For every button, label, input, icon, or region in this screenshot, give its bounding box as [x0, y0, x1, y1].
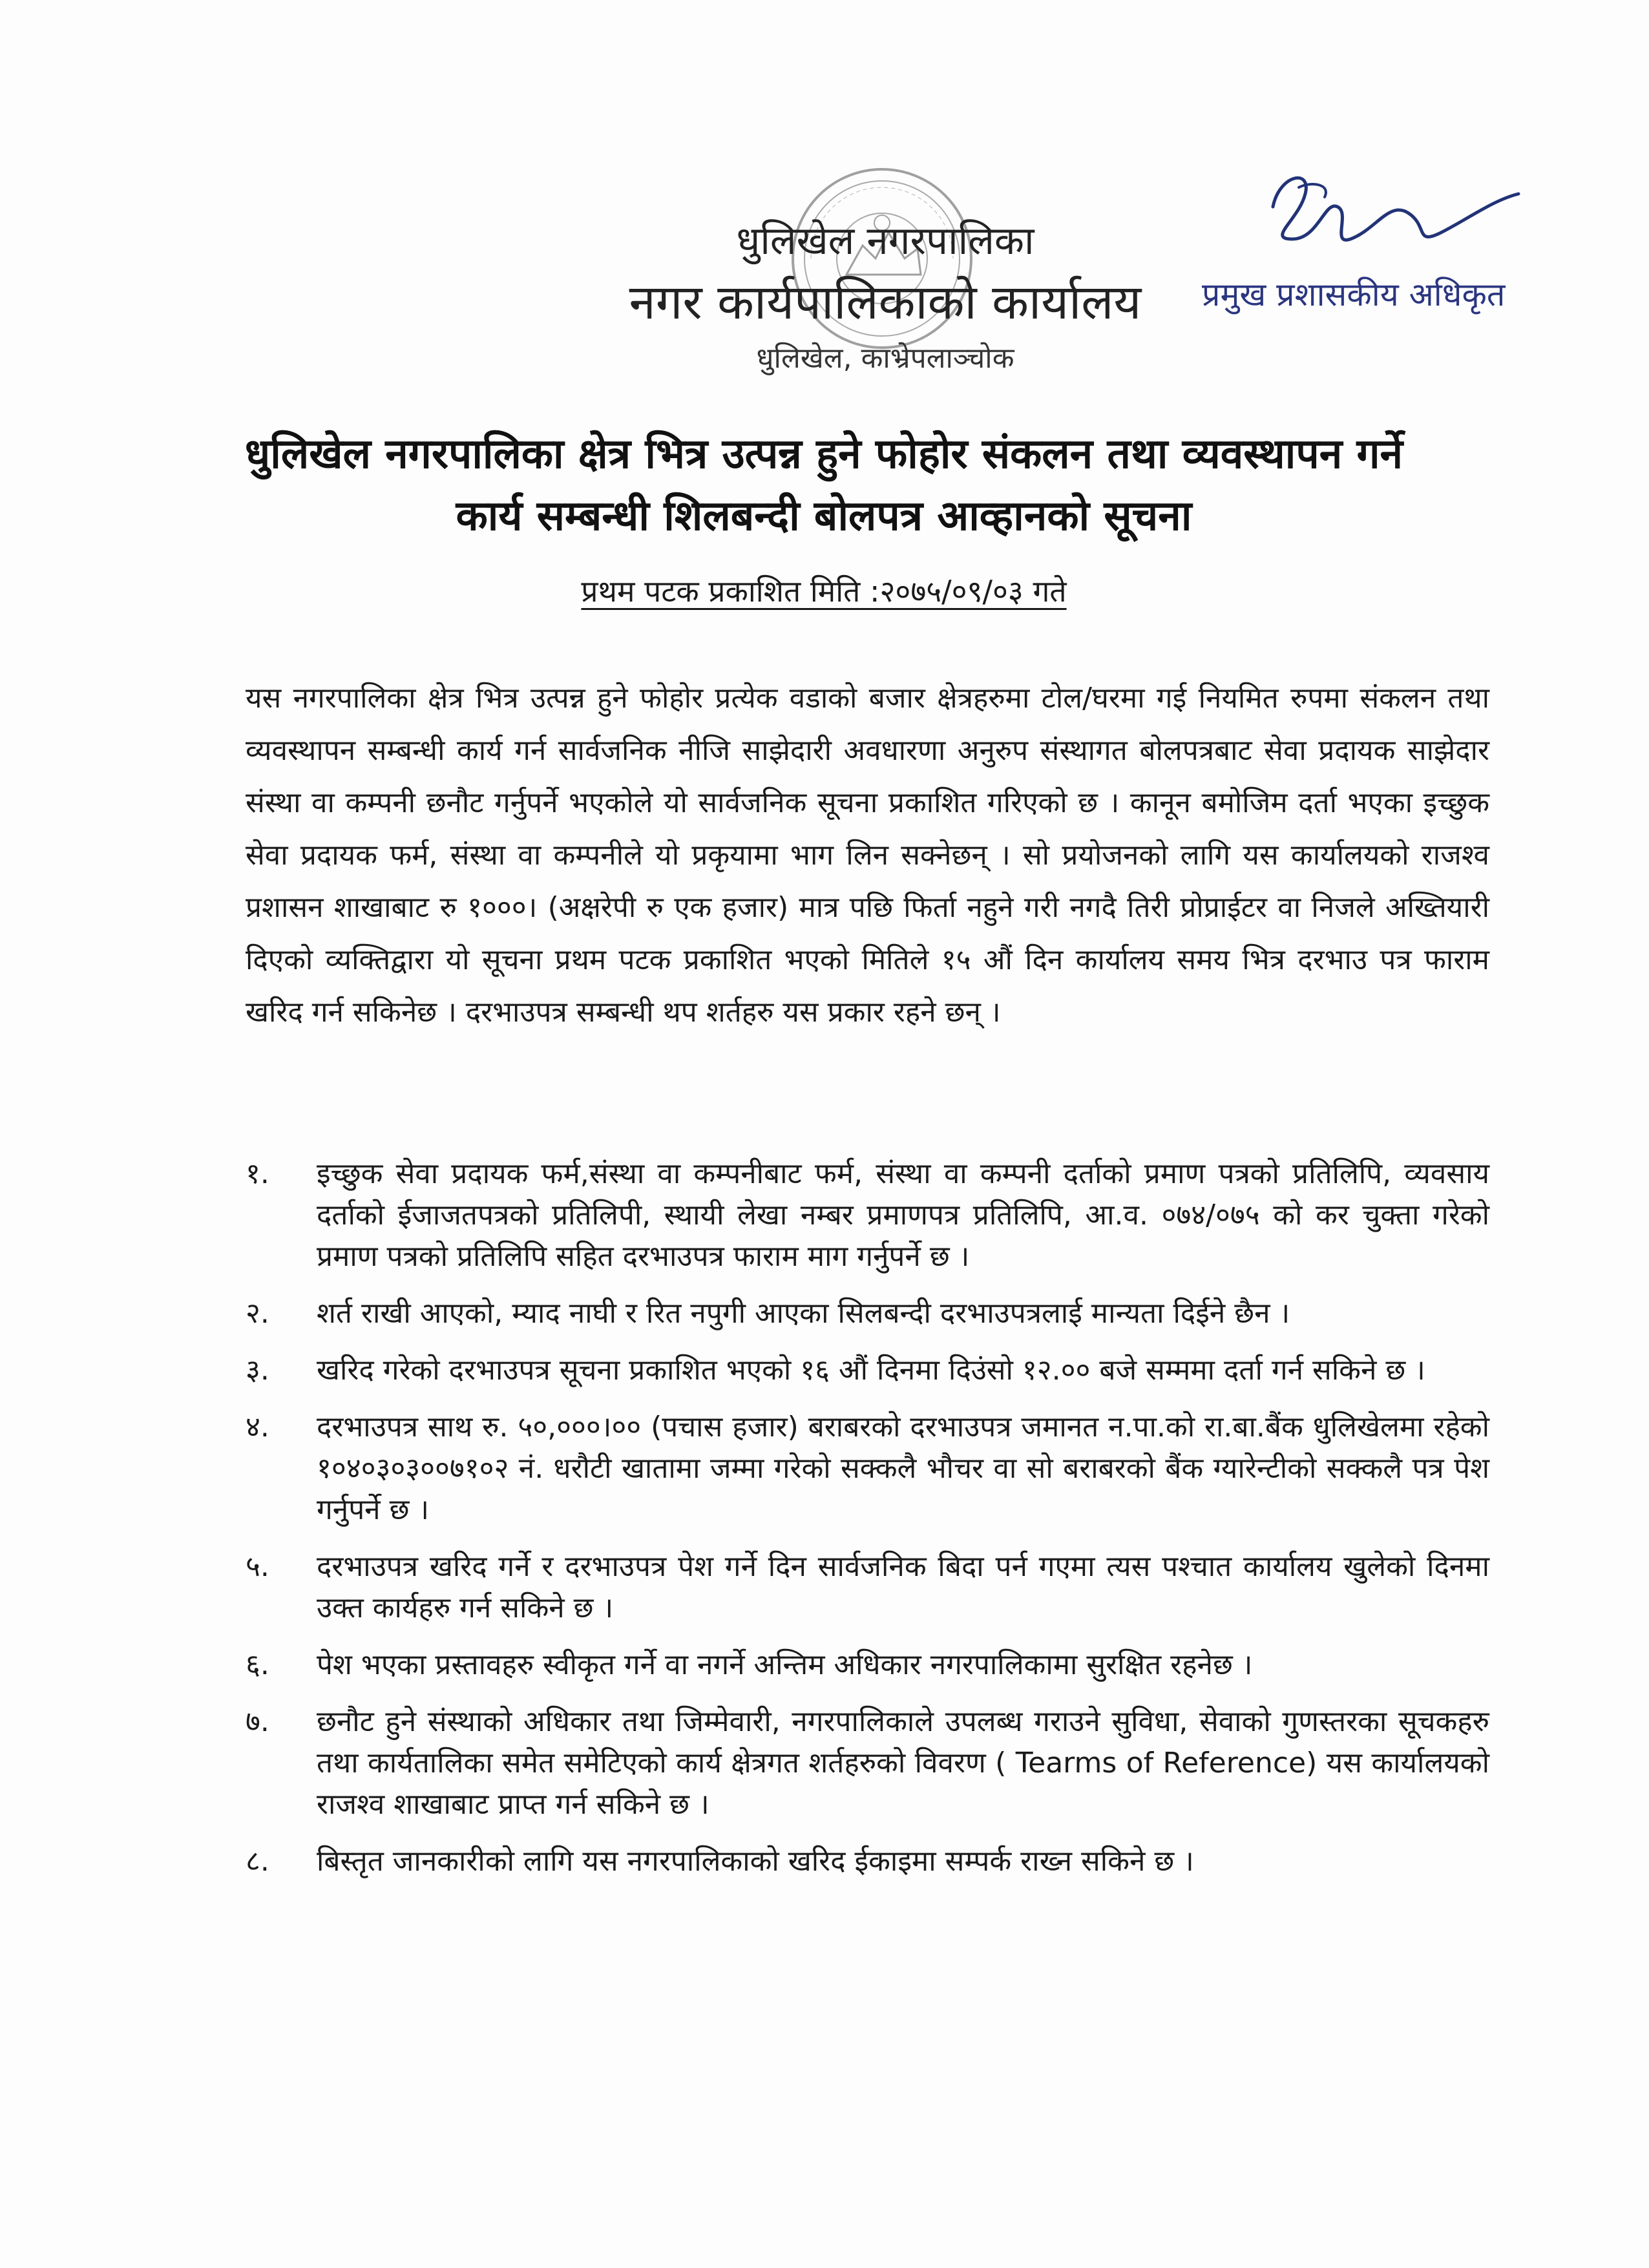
- publish-date-text: प्रथम पटक प्रकाशित मिति :२०७५/०९/०३ गते: [581, 574, 1067, 609]
- condition-item: [246, 1407, 1489, 1531]
- condition-number: ४.: [246, 1411, 269, 1444]
- signatory-title: प्रमुख प्रशासकीय अधिकृत: [1202, 276, 1506, 313]
- municipality-name: धुलिखेल नगरपालिका: [736, 218, 1035, 264]
- condition-text: शर्त राखी आएको, म्याद नाघी र रित नपुगी आएका सिलबन्दी दरभाउपत्रलाई मान्यता दिईने छैन ।: [317, 1297, 1290, 1330]
- condition-number: ६.: [246, 1648, 269, 1681]
- condition-text: इच्छुक सेवा प्रदायक फर्म,संस्था वा कम्पनीबाट फर्म, संस्था वा कम्पनी दर्ताको प्रमाण पत्रको प्रतिलिपि, व्यवसाय दर्ताको ईजाजतपत्रको प्रतिलिपी, स्थायी लेखा नम्बर प्रमाणपत्र प्रतिलिपि, आ.व. ०७४/०७५ को कर चुक्ता गरेको प्रमाण पत्रको प्रतिलिपि सहित दरभाउपत्र फाराम माग गर्नुपर्ने छ ।: [317, 1157, 1489, 1273]
- notice-title: [129, 423, 1518, 547]
- conditions-list: [246, 1153, 1489, 1898]
- condition-text: बिस्तृत जानकारीको लागि यस नगरपालिकाको खरिद ईकाइमा सम्पर्क राख्न सकिने छ ।: [317, 1845, 1194, 1878]
- condition-text: दरभाउपत्र साथ रु. ५०,०००।०० (पचास हजार) बराबरको दरभाउपत्र जमानत न.पा.को रा.बा.बैंक धुलिखेलमा रहेको १०४०३०३००७१०२ नं. धरौटी खातामा जम्मा गरेको सक्कलै भौचर वा सो बराबरको बैंक ग्यारेन्टीको सक्कलै पत्र पेश गर्नुपर्ने छ ।: [317, 1411, 1489, 1526]
- intro-paragraph: यस नगरपालिका क्षेत्र भित्र उत्पन्न हुने फोहोर प्रत्येक वडाको बजार क्षेत्रहरुमा टोल/घरमा गई नियमित रुपमा संकलन तथा व्यवस्थापन सम्बन्धी कार्य गर्न सार्वजनिक नीजि साझेदारी अवधारणा अनुरुप संस्थागत बोलपत्रबाट सेवा प्रदायक साझेदार संस्था वा कम्पनी छनौट गर्नुपर्ने भएकोले यो सार्वजनिक सूचना प्रकाशित गरिएको छ । कानून बमोजिम दर्ता भएका इच्छुक सेवा प्रदायक फर्म, संस्था वा कम्पनीले यो प्रकृयामा भाग लिन सक्नेछन् । सो प्रयोजनको लागि यस कार्यालयको राजश्व प्रशासन शाखाबाट रु १०००। (अक्षरेपी रु एक हजार) मात्र पछि फिर्ता नहुने गरी नगदै तिरी प्रोप्राईटर वा निजले अख्तियारी दिएको व्यक्तिद्वारा यो सूचना प्रथम पटक प्रकाशित भएको मितिले १५ औं दिन कार्यालय समय भित्र दरभाउ पत्र फाराम खरिद गर्न सकिनेछ । दरभाउपत्र सम्बन्धी थप शर्तहरु यस प्रकार रहने छन् ।: [246, 682, 1489, 1029]
- condition-item: [246, 1644, 1489, 1686]
- publish-date: [129, 569, 1518, 614]
- condition-number: ८.: [246, 1845, 269, 1878]
- condition-item: [246, 1701, 1489, 1825]
- notice-title-line2: कार्य सम्बन्धी शिलबन्दी बोलपत्र आव्हानको सूचना: [456, 492, 1192, 540]
- office-name: नगर कार्यपालिकाको कार्यालय: [629, 275, 1142, 330]
- condition-text: छनौट हुने संस्थाको अधिकार तथा जिम्मेवारी, नगरपालिकाले उपलब्ध गराउने सुविधा, सेवाको गुणस्तरका सूचकहरु तथा कार्यतालिका समेत समेटिएको कार्य क्षेत्रगत शर्तहरुको विवरण ( Tearms of Reference) यस कार्यालयको राजश्व शाखाबाट प्राप्त गर्न सकिने छ ।: [317, 1705, 1489, 1821]
- notice-title-line1: धुलिखेल नगरपालिका क्षेत्र भित्र उत्पन्न हुने फोहोर संकलन तथा व्यवस्थापन गर्ने: [244, 430, 1403, 478]
- condition-number: ३.: [246, 1354, 269, 1387]
- office-header: [562, 213, 1208, 381]
- condition-item: [246, 1546, 1489, 1629]
- condition-number: ५.: [246, 1550, 269, 1583]
- condition-item: [246, 1293, 1489, 1334]
- condition-item: [246, 1841, 1489, 1882]
- office-address: धुलिखेल, काभ्रेपलाञ्चोक: [756, 342, 1014, 375]
- condition-number: ७.: [246, 1705, 269, 1738]
- signature-icon: [1254, 162, 1525, 265]
- condition-text: दरभाउपत्र खरिद गर्ने र दरभाउपत्र पेश गर्ने दिन सार्वजनिक बिदा पर्न गएमा त्यस पश्चात कार्यालय खुलेको दिनमा उक्त कार्यहरु गर्न सकिने छ ।: [317, 1550, 1489, 1624]
- condition-number: १.: [246, 1157, 269, 1190]
- condition-number: २.: [246, 1297, 269, 1330]
- condition-text: खरिद गरेको दरभाउपत्र सूचना प्रकाशित भएको १६ औं दिनमा दिउंसो १२.०० बजे सम्ममा दर्ता गर्न सकिने छ ।: [317, 1354, 1425, 1387]
- condition-text: पेश भएका प्रस्तावहरु स्वीकृत गर्ने वा नगर्ने अन्तिम अधिकार नगरपालिकामा सुरक्षित रहनेछ ।: [317, 1648, 1253, 1681]
- condition-item: [246, 1153, 1489, 1277]
- condition-item: [246, 1350, 1489, 1391]
